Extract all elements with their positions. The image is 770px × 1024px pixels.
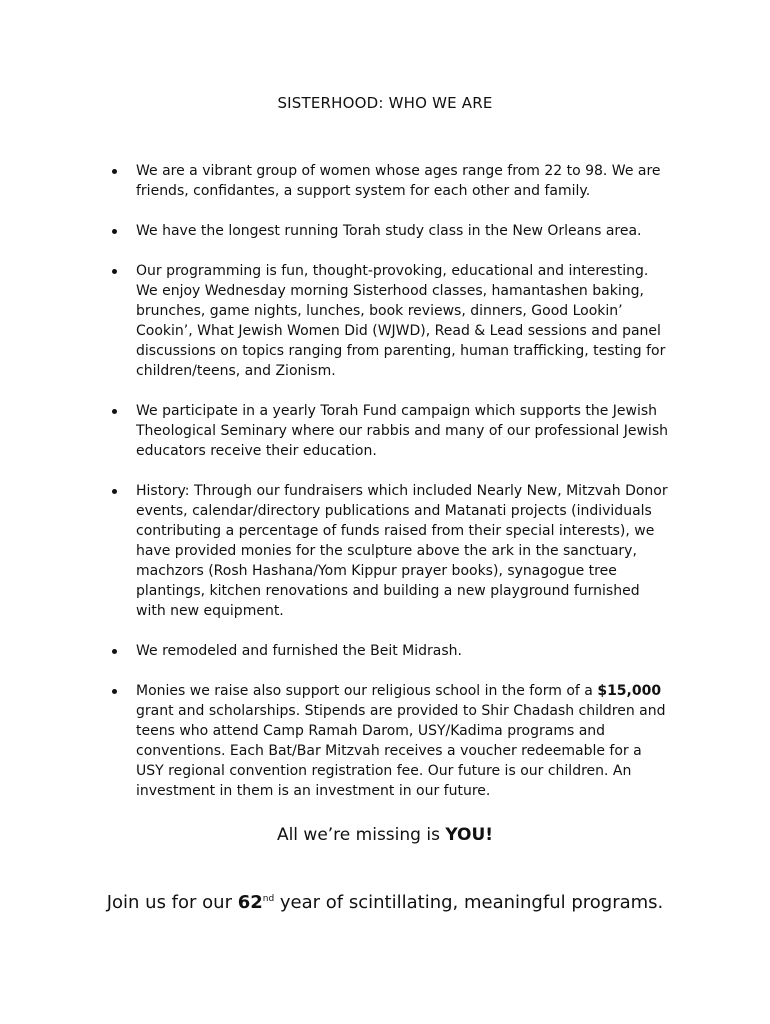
- closing-text: All we’re missing is: [276, 825, 446, 845]
- bullet-text: History: Through our fundraisers which included Nearly New, Mitzvah Donor events, calendar/directory publications and Matanati projects (individuals contributing a percentage of funds raised from their special interests), we have provided monies for the sculpture above the ark in the sanctuary, machzors (Rosh Hashana/Yom Kippur prayer books), synagogue tree plantings, kitchen renovations and building a new playground furnished with new equipment.: [136, 483, 668, 619]
- join-us-line: [0, 892, 770, 913]
- join-text-after: year of scintillating, meaningful programs.: [274, 892, 664, 913]
- bullet-item: [112, 681, 672, 801]
- bullet-item: [112, 261, 672, 381]
- bullet-dot-icon: [112, 409, 117, 414]
- bullet-list: [112, 161, 672, 821]
- bullet-dot-icon: [112, 689, 117, 694]
- bullet-dot-icon: [112, 169, 117, 174]
- grant-amount: $15,000: [597, 683, 662, 699]
- bullet-text: We have the longest running Torah study class in the New Orleans area.: [136, 223, 642, 239]
- bullet-item: [112, 401, 672, 461]
- page-title: SISTERHOOD: WHO WE ARE: [277, 94, 493, 112]
- bullet-text: We are a vibrant group of women whose ages range from 22 to 98. We are friends, confidantes, a support system for each other and family.: [136, 163, 661, 199]
- join-text-before: Join us for our: [106, 892, 238, 913]
- bullet-dot-icon: [112, 649, 117, 654]
- bullet-text: Our programming is fun, thought-provoking, educational and interesting. We enjoy Wednesday morning Sisterhood classes, hamantashen baking, brunches, game nights, lunches, book reviews, dinners, Good Lookin’ Cookin’, What Jewish Women Did (WJWD), Read & Lead sessions and panel discussions on topics ranging from parenting, human trafficking, testing for children/teens, and Zionism.: [136, 263, 666, 379]
- missing-you-line: [0, 825, 770, 845]
- bullet-item: [112, 641, 672, 661]
- bullet-dot-icon: [112, 489, 117, 494]
- bullet-text-part: grant and scholarships. Stipends are provided to Shir Chadash children and teens who attend Camp Ramah Darom, USY/Kadima programs and conventions. Each Bat/Bar Mitzvah receives a voucher redeemable for a USY regional convention registration fee. Our future is our children. An investment in them is an investment in our future.: [136, 703, 666, 799]
- bullet-dot-icon: [112, 229, 117, 234]
- year-number: 62: [237, 892, 263, 913]
- bullet-item: [112, 161, 672, 201]
- bullet-text: We remodeled and furnished the Beit Midrash.: [136, 643, 462, 659]
- bullet-text: [136, 681, 672, 801]
- bullet-text: We participate in a yearly Torah Fund campaign which supports the Jewish Theological Seminary where our rabbis and many of our professional Jewish educators receive their education.: [136, 403, 668, 459]
- closing-emphasis: YOU!: [445, 825, 494, 845]
- bullet-dot-icon: [112, 269, 117, 274]
- bullet-item: [112, 481, 672, 621]
- ordinal-suffix: nd: [262, 894, 275, 904]
- bullet-item: [112, 221, 672, 241]
- bullet-text-part: Monies we raise also support our religious school in the form of a: [136, 683, 598, 699]
